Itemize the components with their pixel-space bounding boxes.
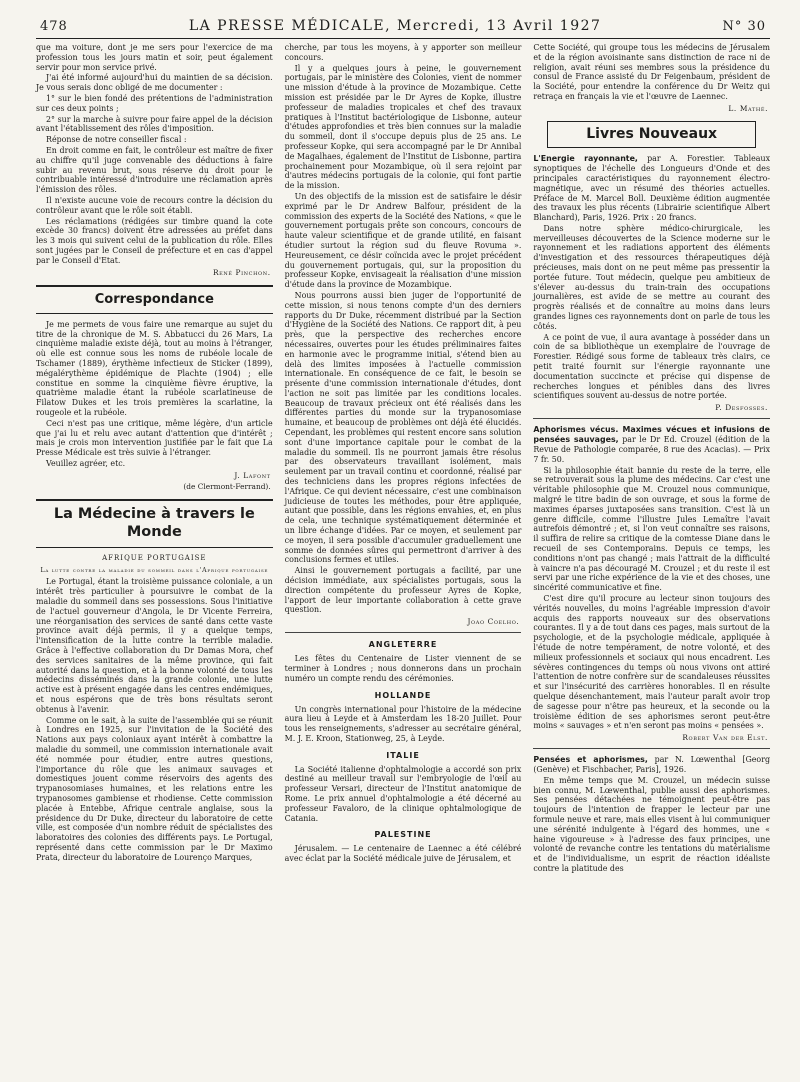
issue-number: N° 30 xyxy=(722,19,766,34)
journal-title: LA PRESSE MÉDICALE, Mercredi, 13 Avril 1927 xyxy=(188,18,602,34)
country-label: AFRIQUE PORTUGAISE xyxy=(102,554,207,563)
signature: Robert Van der Elst. xyxy=(682,733,769,743)
signature-place: (de Clermont-Ferrand). xyxy=(183,481,271,491)
signature: Joao Coelho. xyxy=(467,617,520,627)
country-label: ANGLETERRE xyxy=(368,640,438,650)
paragraph: Les réclamations (rédigées sur timbre quand la cote excède 30 francs) doivent être adressées au préfet dans les 3 mois qui suivent celui de la publication du rôle. Elles sont jugées par le Conseil de préfecture et en cas d'appel par le Conseil d'Etat. xyxy=(36,216,273,265)
paragraph: Réponse de notre conseiller fiscal : xyxy=(46,135,187,145)
paragraph: Veuillez agréer, etc. xyxy=(46,458,126,468)
divider xyxy=(533,748,770,749)
paragraph: Nous pourrons aussi bien juger de l'opportunité de cette mission, si nous tenons compte d'un des derniers rapports du Dr Duke, récemment distribué par la Section d'Hygiène de la Société des Nations. Ce rapport dit, à peu près, que la perspective des recherches encore nécessaires, ouvertes pour les études préliminaires faites en harmonie avec le programme initial, s'étend bien au delà des limites imposées à l'actuelle commission internationale. En conséquence de ce fait, le besoin se présente d'une commission internationale d'études, dont l'action ne soit pas limitée par les conditions locales. Beaucoup de travaux précieux ont été réalisés dans les différentes parties du monde sur la trypanosomiase humaine, et beaucoup de problèmes ont déjà été élucidés. Cependant, les problèmes qui restent encore sans solution sont d'une importance capitale pour le combat de la maladie du sommeil. Ils ne pourront jamais être résolus par des observateurs travaillant isolément, mais seulement par un travail continu et coordonné, réalisé par des techniciens dans les propres régions infectées de l'Afrique. Ce qui devient nécessaire, c'est une combinaison judicieuse de toutes les méthodes, pour être appliquée, autant que possible, dans les régions envahies, et, en plus de cela, une technique systématiquement déterminée et un libre échange d'idées. Par ce moyen, et seulement par ce moyen, il sera possible d'accumuler graduellement une somme de données sûres qui permettront d'arriver à des conclusions fermes et utiles. xyxy=(284,290,522,565)
paragraph: Cette Société, qui groupe tous les médecins de Jérusalem et de la région avoisinante sans distinction de race ni de religion, avait réuni ses membres sous la présidence du consul de France assisté du Dr Feigenbaum, président de la Société, pour entendre la conférence du Dr Weitz qui retraça en français la vie et l'œuvre de Laennec. xyxy=(533,43,771,101)
signature: René Pinchon. xyxy=(212,267,271,277)
section-heading-livres: Livres Nouveaux xyxy=(547,121,756,148)
paragraph: La Société italienne d'ophtalmologie a accordé son prix destiné au meilleur travail sur l'embryologie de l'œil au professeur Versari, directeur de l'Institut anatomique de Rome. Le prix annuel d'ophtalmologie a été décerné au professeur Favaloro, de la clinique ophtalmologique de Catania. xyxy=(284,764,522,823)
paragraph: Ainsi le gouvernement portugais a facilité, par une décision immédiate, aux spécialistes portugais, sous la direction compétente du professeur Ayres de Kopke, l'apport de leur importante collaboration à cette grave question. xyxy=(284,566,522,615)
paragraph: En droit comme en fait, le contrôleur est maître de fixer au chiffre qu'il juge convenable des déductions à faire subir au revenu brut, sous réserve du droit pour le contribuable intéressé d'introduire une réclamation après l'émission des rôles. xyxy=(36,145,273,195)
section-heading-monde: La Médecine à travers le Monde xyxy=(36,499,273,548)
page-number: 478 xyxy=(40,19,68,34)
paragraph: 2° sur la marche à suivre pour faire appel de la décision avant l'établissement des rôles d'imposition. xyxy=(36,114,273,134)
running-head xyxy=(36,18,770,39)
paragraph: Un congrès international pour l'histoire de la médecine aura lieu à Leyde et à Amsterdam les 18-20 Juillet. Pour tous les renseignements, s'adresser au secrétaire général, M. J. E. Kroon, Stationweg, 25, à Leyde. xyxy=(284,704,522,743)
paragraph: C'est dire qu'il procure au lecteur sinon toujours des vérités nouvelles, du moins l'agréable impression d'avoir acquis des rapports nouveaux sur des observations courantes. Il y a de tout dans ces pages, mais surtout de la psychologie, et de la psychologie médicale, appliquée à l'étude de notre tempérament, de notre volonté, et des milieux professionnels et sociaux qui nous encadrent. Les sévères contingences du temps où nous vivons ont attiré l'attention de notre confrère sur de scandaleuses réussites et sur l'insécurité des carrières honorables. Il en résulte quelque désenchantement, mais l'auteur paraît avoir trop de sagesse pour n'être pas heureux, et la seconde ou la troisième édition de ses aphorismes seront peut-être moins « sauvages » et n'en seront pas moins « pensées ». xyxy=(533,593,771,731)
paragraph: que ma voiture, dont je me sers pour l'exercice de ma profession tous les jours matin et soir, peut également servir pour mon service privé. xyxy=(36,43,273,72)
paragraph: Un des objectifs de la mission est de satisfaire le désir exprimé par le Dr Andrew Balfour, président de la commission des experts de la Société des Nations, « que le gouvernement portugais prête son concours, concours de haute valeur scientifique et de grande utilité, en faisant étudier surtout la région sud du fleuve Rovuma ». Heureusement, ce désir coïncida avec le projet précédent du gouvernement portugais, qui, sur la proposition du professeur Kopke, envisageait la réalisation d'une mission d'étude dans la province de Mozambique. xyxy=(284,191,522,290)
country-label: PALESTINE xyxy=(374,830,432,840)
book-title: Aphorismes vécus. Maximes vécues et infusions de pensées sauvages, xyxy=(533,425,771,445)
paragraph: Comme on le sait, à la suite de l'assemblée qui se réunit à Londres en 1925, sur l'invitation de la Société des Nations aux pays coloniaux ayant intérêt à combattre la maladie du sommeil, une commission internationale avait été nommée pour étudier, entre autres questions, l'importance du rôle que les animaux sauvages et domestiques jouent comme réservoirs des agents des trypanosomiases humaines, et les relations entre les trypanosomes gambiense et rhodiense. Cette commission placée à Entebbe, Afrique centrale anglaise, sous la présidence du Dr Duke, directeur du laboratoire de cette ville, est composée d'un nombre réduit de spécialistes des laboratoires des colonies des différents pays. Le Portugal, représenté dans cette commission par le Dr Maximo Prata, directeur du laboratoire de Lourenço Marques, xyxy=(36,715,273,862)
signature: J. Lafont xyxy=(234,470,271,480)
section-heading-correspondance: Correspondance xyxy=(36,285,273,314)
country-label: HOLLANDE xyxy=(374,690,432,700)
book-entry xyxy=(533,425,770,464)
paragraph: Les fêtes du Centenaire de Lister viennent de se terminer à Londres ; nous donnerons dans un prochain numéro un compte rendu des cérémonies. xyxy=(284,654,522,683)
book-entry xyxy=(533,154,770,223)
paragraph: Il y a quelques jours à peine, le gouvernement portugais, par le ministère des Colonies, vient de nommer une mission d'étude à la province de Mozambique. Cette mission est présidée par le Dr Ayres de Kopke, illustre professeur de maladies tropicales et chef des travaux pratiques à l'Institut bactériologique de Lisbonne, auteur d'études approfondies et très bien connues sur la maladie du sommeil, dont il s'occupe depuis plus de 25 ans. Le professeur Kopke, qui sera accompagné par le Dr Annibal de Magalhaes, également de l'Institut de Lisbonne, partira prochainement pour Mozambique, où il sera rejoint par d'autres médecins portugais de la colonie, qui font partie de la mission. xyxy=(284,63,522,191)
paragraph: Je me permets de vous faire une remarque au sujet du titre de la chronique de M. S. Abbatucci du 26 Mars, La cinquième maladie existe déjà, tout au moins à l'étranger, où elle est connue sous les noms de rubéole locale de Tschamer (1889), érythème infectieux de Sticker (1899), mégalérythème épidémique de Plachte (1904) ; elle constitue en somme la cinquième fièvre éruptive, la quatrième maladie étant la rubéole scarlatineuse de Filatow Dukes et les trois premières la scarlatine, la rougeole et la rubéole. xyxy=(36,319,273,417)
country-label: ITALIE xyxy=(386,750,420,760)
paragraph: A ce point de vue, il aura avantage à posséder dans un coin de sa bibliothèque un exemplaire de l'ouvrage de Forestier. Rédigé sous forme de tableaux très clairs, ce petit traité fournit sur l'énergie rayonnante une documentation succincte et précise qui dispense de recherches longues et pénibles dans des livres scientifiques souvent au-dessus de notre portée. xyxy=(533,332,771,401)
book-meta: par le Dr Ed. Crouzel (édition de la Revue de Pathologie comparée, 8 rue des Acacias). — Prix 7 fr. 50. xyxy=(533,435,771,464)
column-3 xyxy=(533,43,770,877)
paragraph: cherche, par tous les moyens, à y apporter son meilleur concours. xyxy=(284,43,522,62)
divider xyxy=(285,632,522,633)
divider xyxy=(533,418,770,419)
paragraph: Si la philosophie était bannie du reste de la terre, elle se retrouverait sous la plume des médecins. Car c'est une véritable philosophie que M. Crouzel nous communique, malgré le titre badin de son ouvrage, et sous la forme de maximes éparses juxtaposées sans transition. C'est là un genre difficile, comme l'illustre Jules Lemaître l'avait autrefois démontré ; et, si l'on veut connaître ses raisons, il suffira de relire sa critique de la comtesse Diane dans le recueil de ses Contemporains. Depuis ce temps, les conditions n'ont pas changé ; mais l'attrait de la difficulté à vaincre n'a pas découragé M. Crouzel ; et du reste il est servi par une riche expérience de la vie et des choses, une sincérité communicative et fine. xyxy=(533,465,771,593)
paragraph: J'ai été informé aujourd'hui du maintien de sa décision. Je vous serais donc obligé de me documenter : xyxy=(36,73,273,93)
book-title: L'Energie rayonnante, xyxy=(533,154,638,164)
book-meta: par A. Forestier. Tableaux synoptiques de l'échelle des Longueurs d'Onde et des principales caractéristiques du rayonnement électro-magnétique, avec un résumé des théories actuelles. Préface de M. Marcel Boll. Deuxième édition augmentée des travaux les plus récents (Librairie scientifique Albert Blanchard), Paris, 1926. Prix : 20 francs. xyxy=(533,154,771,223)
paragraph: En même temps que M. Crouzel, un médecin suisse bien connu, M. Lœwenthal, publie aussi des aphorismes. Ses pensées détachées ne témoignent peut-être pas toujours de l'intention de frapper le lecteur par une formule neuve et rare, mais elles visent à lui communiquer une sérénité indulgente à l'égard des hommes, une « haine vigoureuse » à l'adresse des faux principes, une volonté de revanche contre les tentations du matérialisme et de l'individualisme, un esprit de réaction idéaliste contre la platitude des xyxy=(533,775,771,874)
paragraph: Il n'existe aucune voie de recours contre la décision du contrôleur avant que le rôle soit établi. xyxy=(36,195,273,215)
paragraph: Le Portugal, étant la troisième puissance coloniale, a un intérêt très particulier à poursuivre le combat de la maladie du sommeil dans ses possessions. Sous l'initiative de l'actuel gouverneur d'Angola, le Dr Vicente Ferreira, une réorganisation des services de santé dans cette vaste province avait déjà permis, il y a quelque temps, l'intensification de la lutte contre la terrible maladie. Grâce à l'effective collaboration du Dr Damas Mora, chef des services sanitaires de la même province, qui fait autorité dans la question, et à la bonne volonté de tous les médecins disséminés dans la grande colonie, une lutte active est à présent engagée dans les centres endémiques, et nous espérons que de très bons résultats seront obtenus à l'avenir. xyxy=(36,577,273,714)
newspaper-page xyxy=(36,18,770,877)
book-entry xyxy=(533,755,770,775)
paragraph: Dans notre sphère médico-chirurgicale, les merveilleuses découvertes de la Science moderne sur le rayonnement et les radiations apportent des éléments d'investigation et des ressources thérapeutiques déjà précieuses, mais dont on ne peut même pas pressentir la portée future. Tout médecin, quelque peu ambitieux de s'élever au-dessus du train-train des occupations journalières, est avide de se mettre au courant des progrès réalisés et de connaître au moins dans leurs grandes lignes ces rayonnements dont on parle de tous les côtés. xyxy=(533,223,771,331)
paragraph: 1° sur le bien fondé des prétentions de l'administration sur ces deux points ; xyxy=(36,93,273,113)
signature: L. Mathé. xyxy=(728,103,769,113)
article-subtitle: La lutte contre la maladie du sommeil dans l'Afrique portugaise xyxy=(40,566,269,574)
signature: P. Desfosses. xyxy=(715,403,769,413)
column-2 xyxy=(285,43,522,877)
columns xyxy=(36,43,770,877)
book-title: Pensées et aphorismes, xyxy=(533,755,648,765)
column-1 xyxy=(36,43,273,877)
paragraph: Ceci n'est pas une critique, même légère, d'un article que j'ai lu et relu avec autant d'attention que d'intérêt ; mais je crois mon intervention justifiée par le fait que La Presse Médicale est très suivie à l'étranger. xyxy=(36,418,273,458)
paragraph: Jérusalem. — Le centenaire de Laennec a été célébré avec éclat par la Société médicale juive de Jérusalem, et xyxy=(284,844,522,864)
book-meta: par N. Lœwenthal [Georg (Genève) et Fischbacher, Paris], 1926. xyxy=(533,755,771,775)
